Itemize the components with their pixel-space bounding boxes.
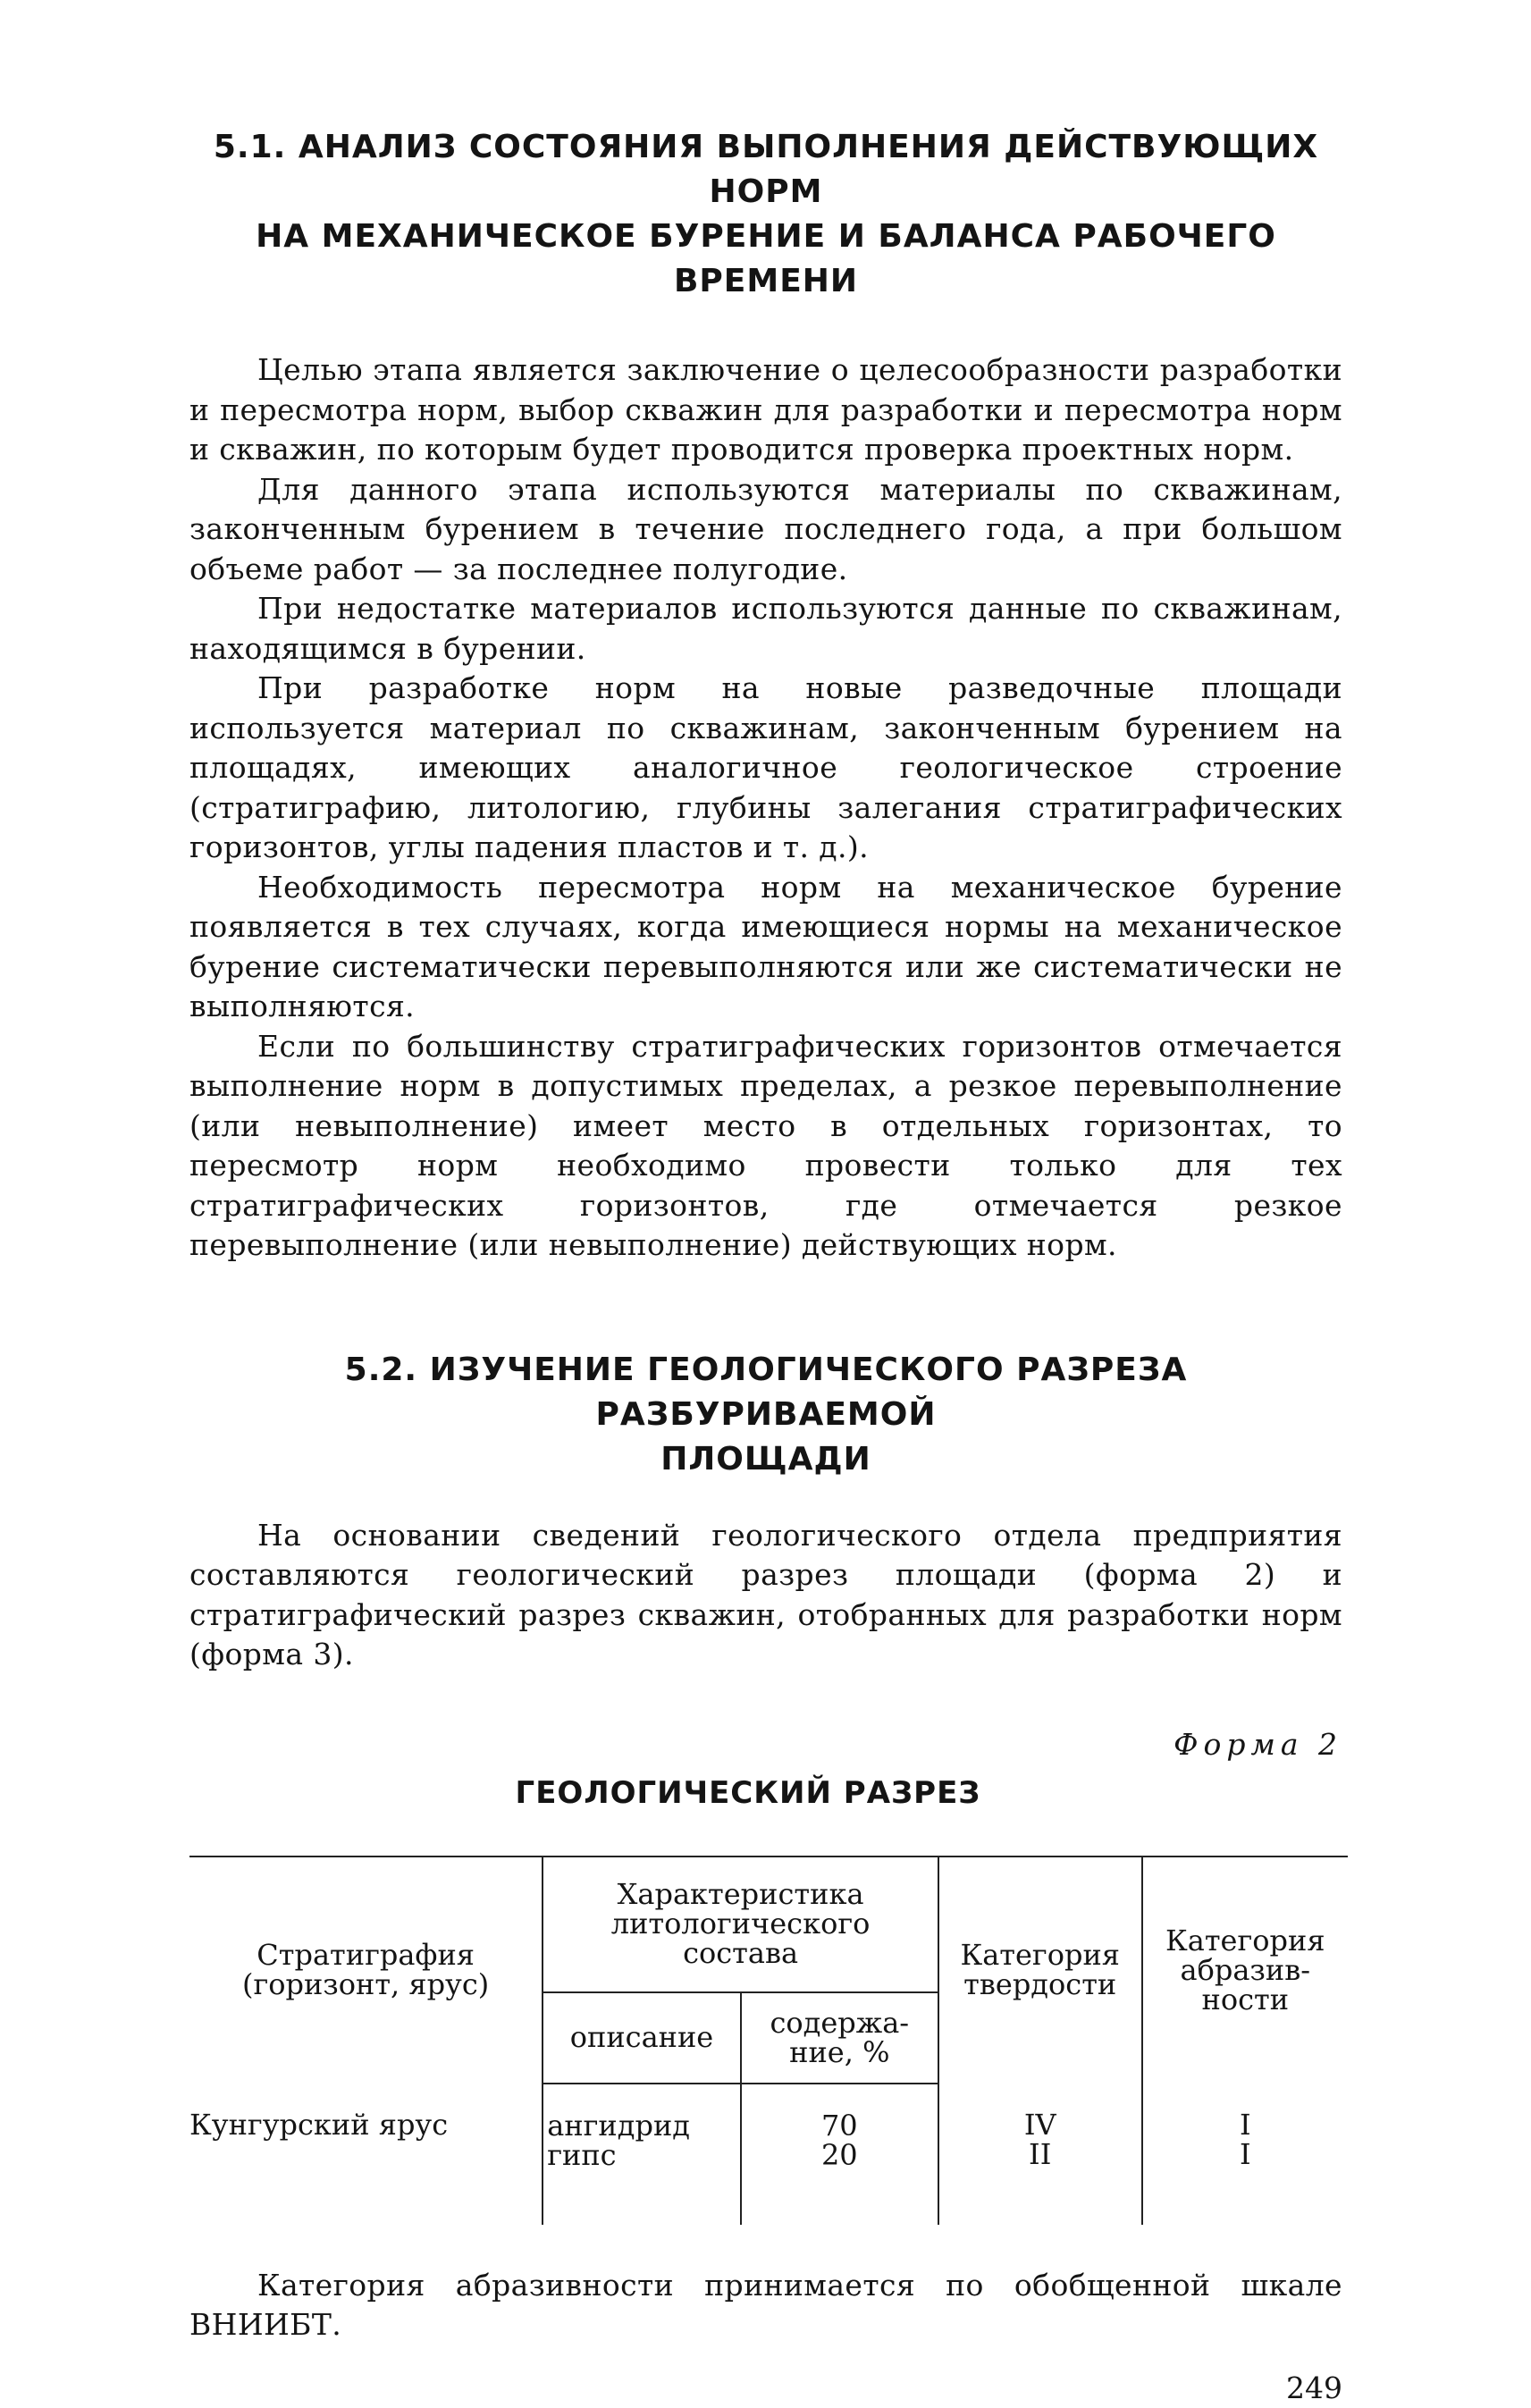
cell-description (543, 2084, 740, 2225)
abrasiveness-item: I (1239, 2136, 1251, 2171)
cell-abrasiveness (1142, 2084, 1348, 2225)
section-1 (189, 125, 1342, 1266)
header-abrasiveness (1142, 1857, 1348, 2084)
section-2-body (189, 1516, 1342, 1675)
description-item: ангидрид (547, 2108, 690, 2143)
section-1-heading-line-2: НА МЕХАНИЧЕСКОЕ БУРЕНИЕ И БАЛАНСА РАБОЧЕГО ВРЕМЕНИ (256, 218, 1276, 299)
header-stratigraphy (189, 1857, 543, 2084)
header-hardness-line-1: Категория (960, 1938, 1120, 1972)
section-2 (189, 1348, 1342, 1675)
cell-hardness (938, 2084, 1142, 2225)
section-1-body (189, 350, 1342, 1266)
header-description: описание (543, 1992, 740, 2084)
cell-content (741, 2084, 938, 2225)
content-item: 70 (820, 2108, 858, 2143)
paragraph: При недостатке материалов используются данные по скважинам, находящимся в бурении. (189, 591, 1342, 666)
page (189, 125, 1342, 2408)
footnote: Категория абразивности принимается по обобщенной шкале ВНИИБТ. (189, 2267, 1342, 2342)
header-abrasiveness-line-1: Категория (1165, 1923, 1325, 1958)
hardness-item: II (1029, 2136, 1052, 2171)
cell-stratigraphy: Кунгурский ярус (189, 2107, 449, 2142)
abrasiveness-item: I (1239, 2107, 1251, 2142)
header-content-line-1: содержа- (770, 2005, 910, 2040)
header-content (741, 1992, 938, 2084)
paragraph: Если по большинству стратиграфических горизонтов отмечается выполнение норм в допустимых пределах, а резкое перевыполнение (или невыполнение) имеет место в отдельных горизонтах, то пересмотр норм необходимо провести только для тех стратиграфических горизонтов, где отмечается резкое перевыполнение (или невыполнение) действующих норм. (189, 1028, 1342, 1262)
section-2-heading-line-2: ПЛОЩАДИ (660, 1440, 871, 1478)
description-item: гипс (547, 2137, 617, 2172)
table-row (189, 2084, 1348, 2225)
page-number: 249 (1286, 2370, 1342, 2405)
geological-section-table (189, 1856, 1348, 2225)
header-lithology (543, 1857, 938, 1992)
paragraph: При разработке норм на новые разведочные площади используется материал по скважинам, законченным бурением на площадях, имеющих аналогичное геологическое строение (стратиграфию, литологию, глубины залегания стратиграфических горизонтов, углы падения пластов и т. д.). (189, 670, 1342, 864)
header-hardness (938, 1857, 1142, 2084)
header-stratigraphy-line-1: Стратиграфия (257, 1938, 475, 1972)
header-lithology-line-2: литологического (610, 1907, 871, 1941)
section-1-heading-line-1: 5.1. АНАЛИЗ СОСТОЯНИЯ ВЫПОЛНЕНИЯ ДЕЙСТВУЮЩИХ НОРМ (213, 129, 1319, 210)
paragraph: Целью этапа является заключение о целесообразности разработки и пересмотра норм, выбор скважин для разработки и пересмотра норм и скважин, по которым будет проводится проверка проектных норм. (189, 352, 1342, 467)
header-lithology-line-1: Характеристика (617, 1877, 864, 1911)
header-stratigraphy-line-2: (горизонт, ярус) (241, 1967, 490, 2001)
paragraph: Необходимость пересмотра норм на механическое бурение появляется в тех случаях, когда имеющиеся нормы на механическое бурение систематически перевыполняются или же систематически не выполняются. (189, 869, 1342, 1023)
paragraph: На основании сведений геологического отдела предприятия составляются геологический разрез площади (форма 2) и стратиграфический разрез скважин, отобранных для разработки норм (форма 3). (189, 1517, 1342, 1671)
hardness-item: IV (1023, 2107, 1056, 2142)
section-1-heading (189, 125, 1342, 304)
table-title: ГЕОЛОГИЧЕСКИЙ РАЗРЕЗ (515, 1774, 981, 1811)
paragraph: Для данного этапа используются материалы по скважинам, законченным бурением в течение последнего года, а при большом объеме работ — за последнее полугодие. (189, 471, 1342, 586)
section-2-heading (189, 1348, 1342, 1482)
section-2-heading-line-1: 5.2. ИЗУЧЕНИЕ ГЕОЛОГИЧЕСКОГО РАЗРЕЗА РАЗБУРИВАЕМОЙ (344, 1351, 1188, 1433)
header-lithology-line-3: состава (683, 1936, 799, 1970)
header-abrasiveness-line-2: абразив- (1180, 1952, 1311, 1987)
header-abrasiveness-line-3: ности (1201, 1982, 1290, 2016)
header-content-line-2: ние, % (789, 2034, 890, 2069)
form-label: Форма 2 (1173, 1726, 1342, 1762)
content-item: 20 (820, 2137, 858, 2172)
header-hardness-line-2: твердости (963, 1967, 1117, 2001)
